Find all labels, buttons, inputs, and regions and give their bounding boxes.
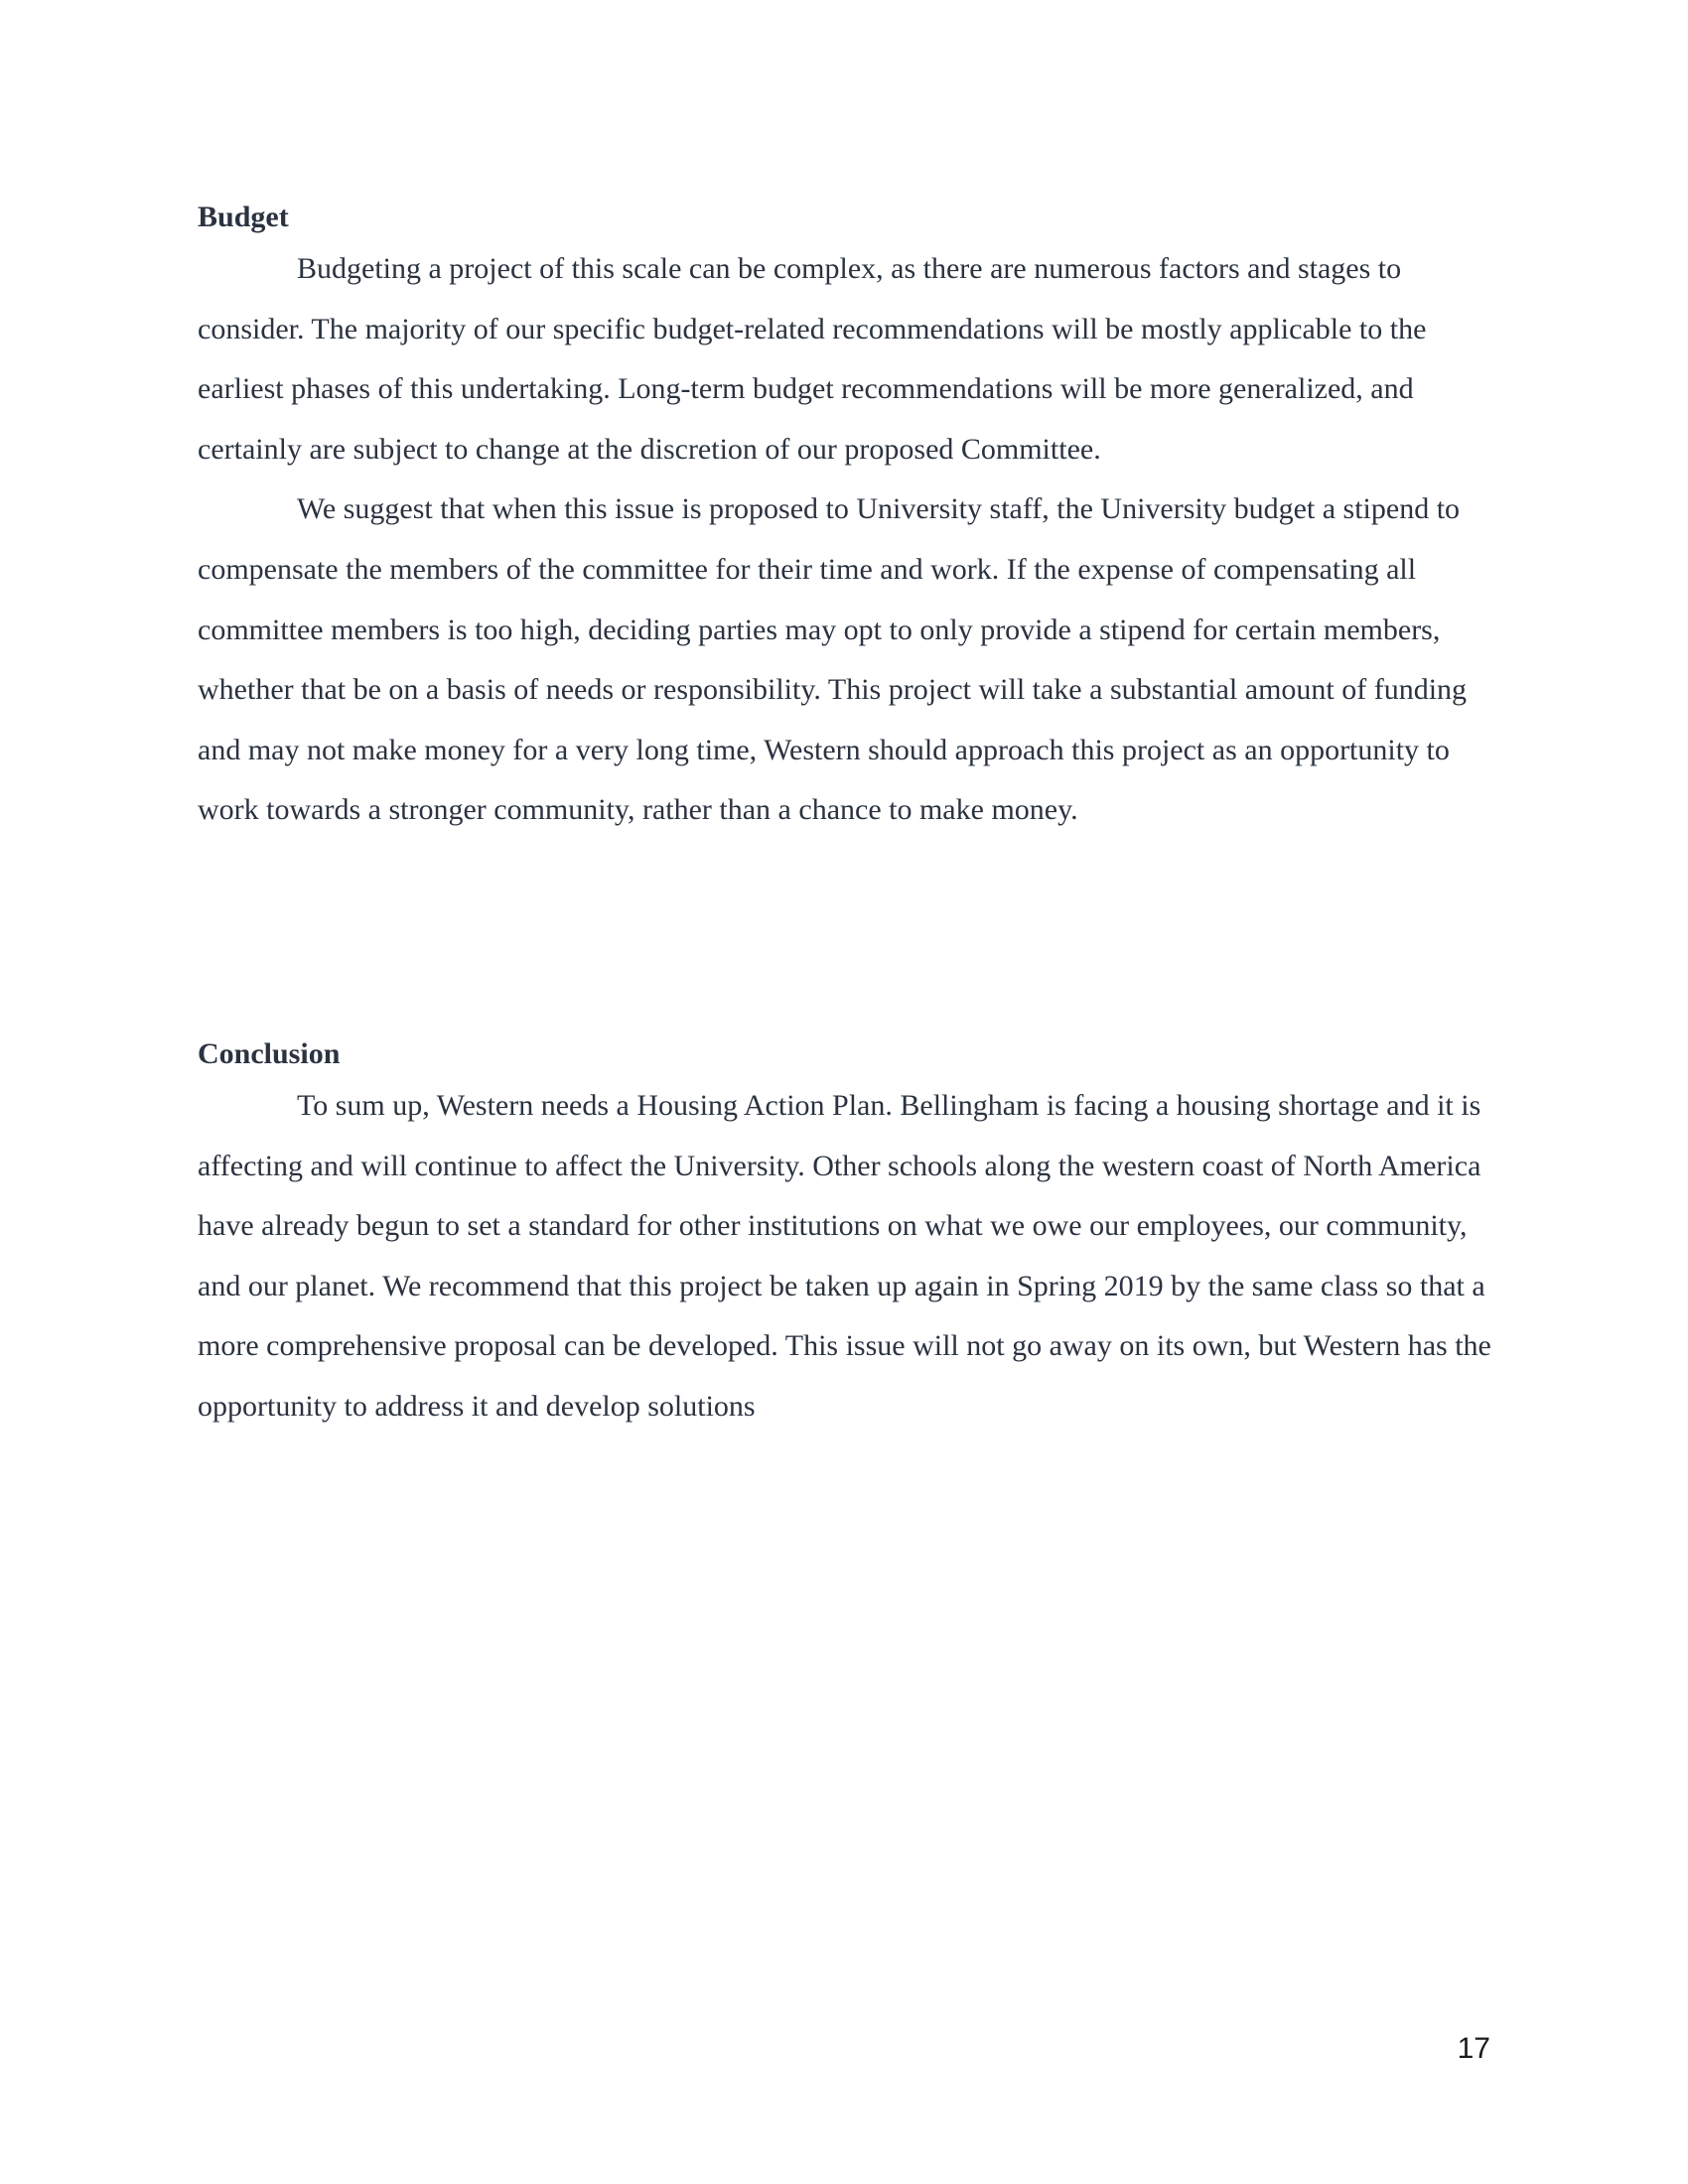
conclusion-paragraph-1: To sum up, Western needs a Housing Action Plan. Bellingham is facing a housing shortage and it is affecting and will continue to affect the University. Other schools along the western coast of North America have already begun to set a standard for other institutions on what we owe our employees, our community, and our planet. We recommend that this project be taken up again in Spring 2019 by the same class so that a more comprehensive proposal can be developed. This issue will not go away on its own, but Western has the opportunity to address it and develop solutions (198, 1089, 1491, 1423)
section-heading-budget: Budget (198, 201, 289, 233)
budget-paragraph-2: We suggest that when this issue is proposed to University staff, the University budget a stipend to compensate the members of the committee for their time and work. If the expense of compensating all committee members is too high, deciding parties may opt to only provide a stipend for certain members, whether that be on a basis of needs or responsibility. This project will take a substantial amount of funding and may not make money for a very long time, Western should approach this project as an opportunity to work towards a stronger community, rather than a chance to make money. (198, 492, 1468, 827)
budget-section (198, 196, 1508, 841)
section-heading-conclusion: Conclusion (198, 1037, 341, 1070)
budget-paragraph-1: Budgeting a project of this scale can be complex, as there are numerous factors and stages to consider. The majority of our specific budget-related recommendations will be mostly applicable to the earliest phases of this undertaking. Long-term budget recommendations will be more generalized, and certainly are subject to change at the discretion of our proposed Committee. (198, 252, 1427, 466)
conclusion-section (198, 1032, 1508, 1437)
page-number: 17 (1457, 2032, 1490, 2065)
